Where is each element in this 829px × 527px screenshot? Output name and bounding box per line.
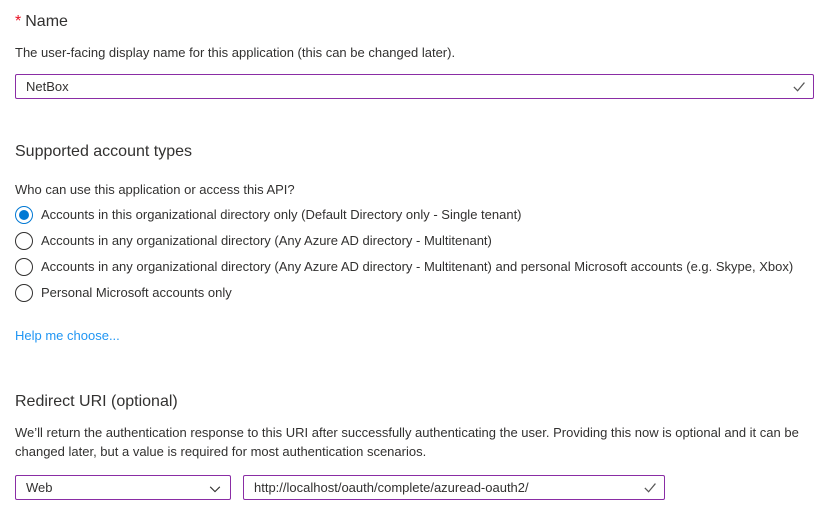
name-heading-label: Name [25, 13, 68, 30]
account-type-option-multitenant[interactable] [15, 228, 814, 254]
account-types-question: Who can use this application or access this API? [15, 182, 295, 197]
radio-label: Accounts in any organizational directory (Any Azure AD directory - Multitenant) [41, 233, 492, 248]
redirect-uri-description: We’ll return the authentication response to this URI after successfully authenticating the user. Providing this now is optional and it can be changed later, but a value is required for most authentication scenarios. [15, 425, 799, 459]
radio-label: Accounts in this organizational directory only (Default Directory only - Single tenant) [41, 207, 522, 222]
platform-select[interactable] [15, 475, 231, 500]
radio-button-icon[interactable] [15, 232, 33, 250]
help-me-choose-link[interactable]: Help me choose... [15, 328, 120, 343]
radio-button-icon[interactable] [15, 258, 33, 276]
chevron-down-icon [208, 482, 222, 499]
account-type-option-personal-only[interactable] [15, 280, 814, 306]
name-input[interactable] [15, 74, 814, 99]
required-asterisk: * [15, 13, 22, 30]
account-type-option-single-tenant[interactable] [15, 202, 814, 228]
redirect-uri-row [15, 475, 814, 500]
redirect-uri-input-wrap [243, 475, 665, 500]
name-description: The user-facing display name for this application (this can be changed later). [15, 45, 456, 60]
account-type-radio-group [15, 202, 814, 306]
name-input-wrap [15, 74, 814, 99]
radio-button-icon[interactable] [15, 284, 33, 302]
radio-label: Personal Microsoft accounts only [41, 285, 232, 300]
app-registration-form [0, 11, 829, 500]
radio-button-icon[interactable] [15, 206, 33, 224]
name-section-heading [15, 11, 814, 32]
account-type-option-multitenant-personal[interactable] [15, 254, 814, 280]
account-types-heading: Supported account types [15, 143, 193, 160]
redirect-uri-input[interactable] [243, 475, 665, 500]
redirect-uri-heading: Redirect URI (optional) [15, 393, 178, 410]
radio-label: Accounts in any organizational directory (Any Azure AD directory - Multitenant) and personal Microsoft accounts (e.g. Skype, Xbox) [41, 259, 794, 274]
platform-select-value: Web [26, 480, 53, 495]
